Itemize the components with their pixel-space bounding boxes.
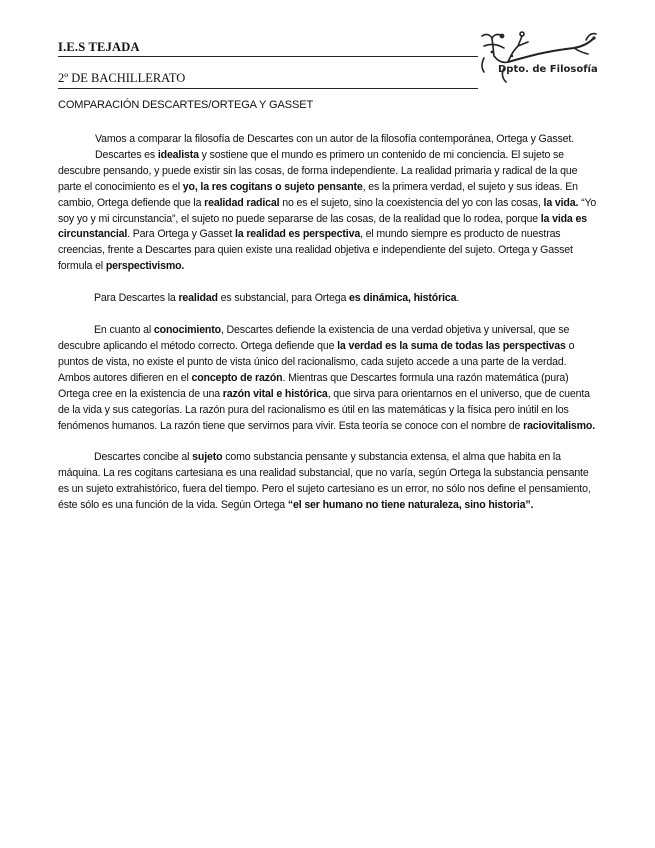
paragraph-idealism: Descartes es idealista y sostiene que el mundo es primero un contenido de mi conciencia. El sujeto se descubre pensando, y puede existir sin las cosas, de forma independiente. La realidad primaria y radical de la que parte el conocimiento es el yo, la res cogitans o sujeto pensante, es la primera verdad, el sujeto y sus ideas. En cambio, Ortega defiende que la realidad radical no es el sujeto, sino la coexistencia del yo con las cosas, la vida. “Yo soy yo y mi circunstancia”, el sujeto no puede separarse de las cosas, de la realidad que lo rodea, porque la vida es circunstancial. Para Ortega y Gasset la realidad es perspectiva, el mundo siempre es producto de nuestras creencias, frente a Descartes para quien existe una realidad objetiva e independiente del sujeto. Ortega y Gasset formula el perspectivismo.	[58, 148, 597, 273]
course-name: 2º DE BACHILLERATO	[58, 71, 186, 85]
header-divider-bottom	[58, 88, 478, 89]
paragraph-knowledge: En cuanto al conocimiento, Descartes defiende la existencia de una verdad objetiva y universal, que se descubre aplicando el método correcto. Ortega defiende que la verdad es la suma de todas las perspectivas o puntos de vista, no existe el punto de vista único del racionalismo, cada sujeto accede a una parte de la verdad. Ambos autores difieren en el concepto de razón. Mientras que Descartes formula una razón matemática (pura) Ortega cree en la existencia de una razón vital e histórica, que sirva para orientarnos en el universo, que de cuenta de la vida y sus categorías. La razón pura del racionalismo es útil en las matemáticas y la física pero inútil en los fenómenos humanos. La razón tiene que servirnos para vivir. Esta teoría se conoce con el nombre de raciovitalismo.	[58, 324, 596, 432]
document-title: COMPARACIÓN DESCARTES/ORTEGA Y GASSET	[58, 99, 314, 111]
school-name: I.E.S TEJADA	[58, 40, 140, 54]
paragraph-reality: Para Descartes la realidad es substancial, para Ortega es dinámica, histórica.	[94, 292, 460, 305]
department-logo-text: Dpto. de Filosofía	[498, 64, 598, 75]
document-body	[58, 132, 598, 514]
header-divider-top	[58, 56, 478, 57]
paragraph-intro: Vamos a comparar la filosofía de Descartes con un autor de la filosofía contemporánea, Ortega y Gasset.	[95, 133, 574, 145]
philosophy-department-logo-icon	[478, 28, 600, 88]
paragraph-subject: Descartes concibe al sujeto como substancia pensante y substancia extensa, el alma que habita en la máquina. La res cogitans cartesiana es una realidad substancial, que no varía, según Ortega la substancia pensante es un sujeto extrahistórico, fuera del tiempo. Pero el sujeto cartesiano es un error, no sólo nos define el pensamiento, éste sólo es una función de la vida. Según Ortega “el ser humano no tiene naturaleza, sino historia”.	[58, 451, 591, 512]
